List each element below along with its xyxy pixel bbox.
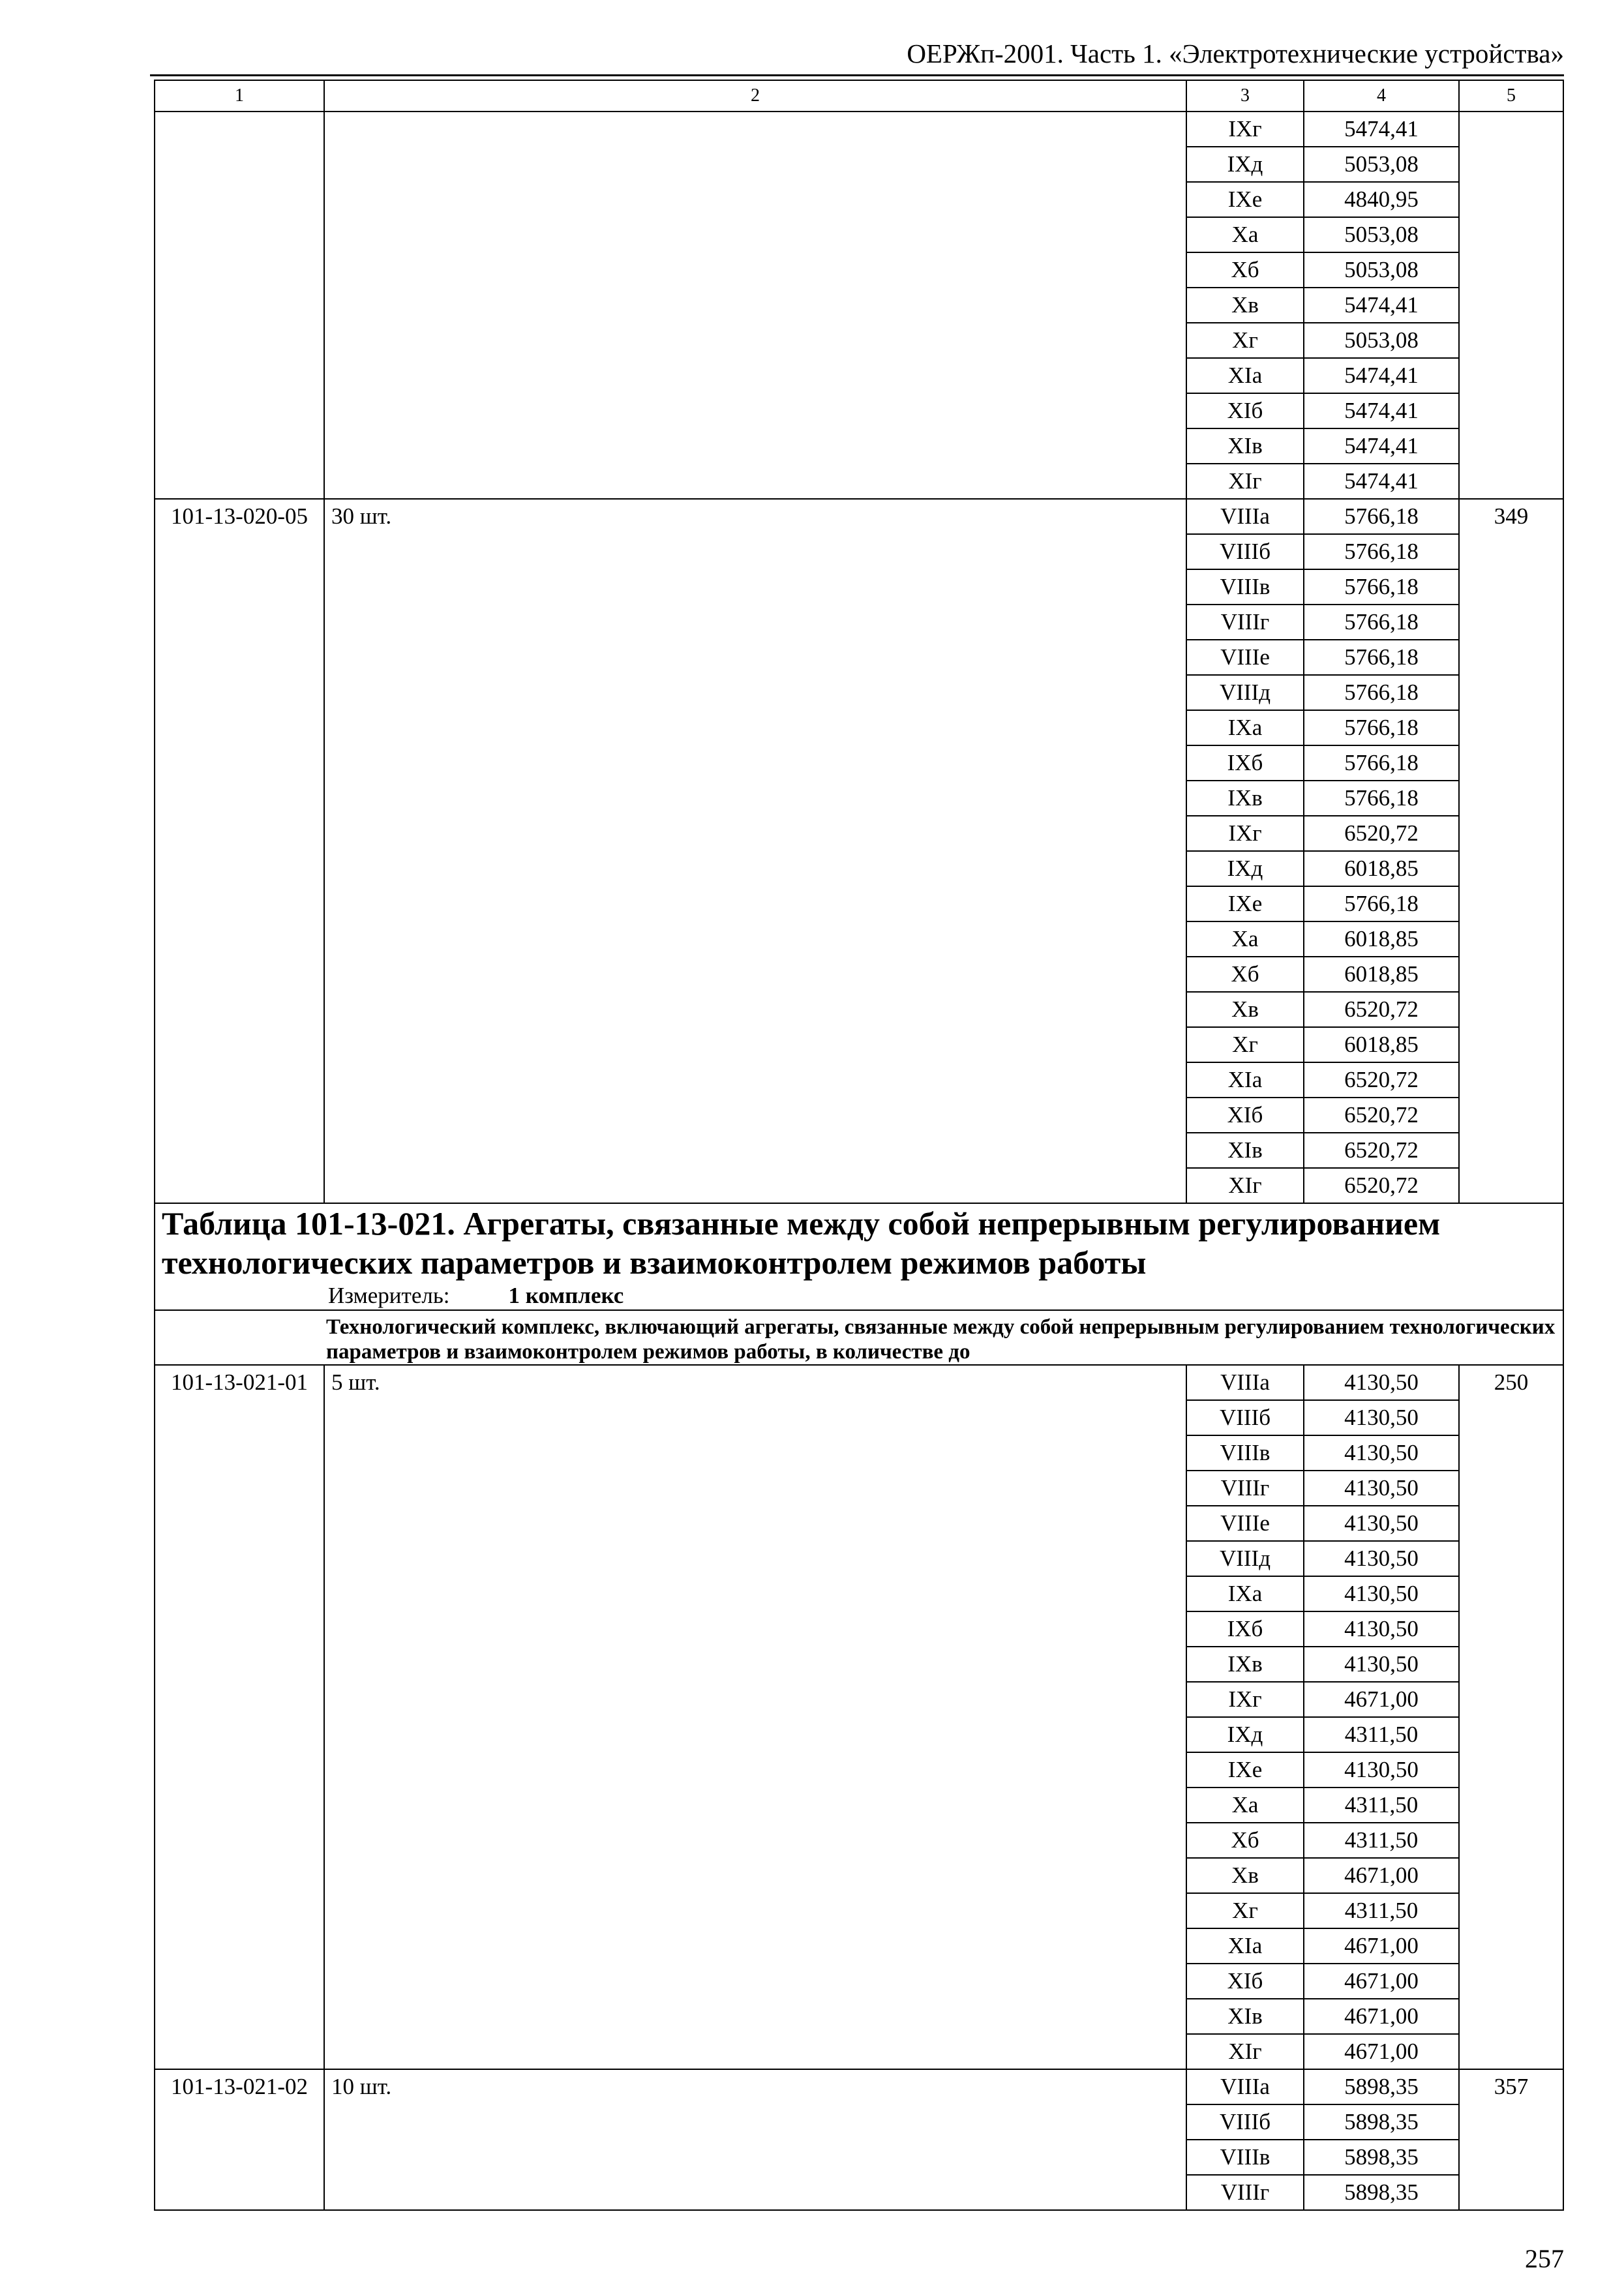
zone-cell: IXе bbox=[1186, 886, 1304, 921]
price-cell: 4130,50 bbox=[1304, 1365, 1459, 1400]
page-number: 257 bbox=[1525, 2244, 1564, 2273]
price-cell: 4130,50 bbox=[1304, 1541, 1459, 1576]
zone-cell: IXг bbox=[1186, 112, 1304, 147]
price-cell: 4671,00 bbox=[1304, 1858, 1459, 1893]
zone-cell: XIв bbox=[1186, 1999, 1304, 2034]
price-cell: 5766,18 bbox=[1304, 886, 1459, 921]
zone-cell: Xа bbox=[1186, 217, 1304, 252]
price-cell: 4311,50 bbox=[1304, 1893, 1459, 1928]
column5-value: 349 bbox=[1459, 499, 1563, 1203]
zone-cell: XIб bbox=[1186, 1098, 1304, 1133]
price-cell: 6520,72 bbox=[1304, 1098, 1459, 1133]
price-cell: 5474,41 bbox=[1304, 393, 1459, 428]
zone-cell: IXд bbox=[1186, 147, 1304, 182]
price-cell: 5474,41 bbox=[1304, 112, 1459, 147]
zone-cell: VIIIа bbox=[1186, 1365, 1304, 1400]
price-cell: 6520,72 bbox=[1304, 1062, 1459, 1098]
zone-cell: XIб bbox=[1186, 1964, 1304, 1999]
rates-table bbox=[154, 80, 1564, 2211]
zone-cell: XIв bbox=[1186, 428, 1304, 464]
zone-cell: VIIIа bbox=[1186, 499, 1304, 534]
zone-cell: IXб bbox=[1186, 745, 1304, 781]
price-cell: 6018,85 bbox=[1304, 1027, 1459, 1062]
price-cell: 5474,41 bbox=[1304, 464, 1459, 499]
price-cell: 4130,50 bbox=[1304, 1400, 1459, 1435]
zone-cell: Xв bbox=[1186, 1858, 1304, 1893]
price-cell: 5766,18 bbox=[1304, 710, 1459, 745]
zone-cell: XIб bbox=[1186, 393, 1304, 428]
zone-cell: VIIIв bbox=[1186, 1435, 1304, 1471]
zone-cell: Xа bbox=[1186, 921, 1304, 957]
zone-cell: XIг bbox=[1186, 2034, 1304, 2069]
column5-value: 250 bbox=[1459, 1365, 1563, 2069]
price-cell: 4130,50 bbox=[1304, 1611, 1459, 1647]
measure-value: 1 комплекс bbox=[508, 1283, 624, 1308]
rates-table-body bbox=[155, 80, 1563, 2210]
rate-code: 101-13-020-05 bbox=[155, 499, 324, 1203]
price-cell: 5898,35 bbox=[1304, 2175, 1459, 2210]
column5-value: 357 bbox=[1459, 2069, 1563, 2210]
price-cell: 5898,35 bbox=[1304, 2069, 1459, 2104]
column5-value bbox=[1459, 112, 1563, 499]
price-cell: 5766,18 bbox=[1304, 569, 1459, 605]
zone-cell: VIIIв bbox=[1186, 569, 1304, 605]
zone-cell: VIIIб bbox=[1186, 1400, 1304, 1435]
price-cell: 6018,85 bbox=[1304, 957, 1459, 992]
price-cell: 6018,85 bbox=[1304, 921, 1459, 957]
price-cell: 4311,50 bbox=[1304, 1788, 1459, 1823]
price-cell: 4130,50 bbox=[1304, 1647, 1459, 1682]
price-cell: 6520,72 bbox=[1304, 992, 1459, 1027]
zone-cell: IXг bbox=[1186, 1682, 1304, 1717]
price-cell: 5474,41 bbox=[1304, 428, 1459, 464]
zone-cell: VIIIб bbox=[1186, 534, 1304, 569]
price-cell: 5766,18 bbox=[1304, 745, 1459, 781]
table-row bbox=[155, 499, 1563, 534]
price-cell: 6520,72 bbox=[1304, 1133, 1459, 1168]
price-cell: 5898,35 bbox=[1304, 2104, 1459, 2140]
zone-cell: Xг bbox=[1186, 1893, 1304, 1928]
zone-cell: VIIIе bbox=[1186, 1506, 1304, 1541]
table-title: Таблица 101-13-021. Агрегаты, связанные между собой непрерывным регулированием технологических параметров и взаимоконтролем режимов работы bbox=[162, 1205, 1441, 1281]
table-row bbox=[155, 112, 1563, 147]
price-cell: 4840,95 bbox=[1304, 182, 1459, 217]
column-number: 3 bbox=[1186, 80, 1304, 112]
price-cell: 4311,50 bbox=[1304, 1823, 1459, 1858]
price-cell: 5053,08 bbox=[1304, 252, 1459, 288]
table-row bbox=[155, 2069, 1563, 2104]
price-cell: 5766,18 bbox=[1304, 675, 1459, 710]
price-cell: 4671,00 bbox=[1304, 2034, 1459, 2069]
price-cell: 5898,35 bbox=[1304, 2140, 1459, 2175]
zone-cell: Xг bbox=[1186, 323, 1304, 358]
measure-label: Измеритель: bbox=[328, 1283, 450, 1308]
zone-cell: XIв bbox=[1186, 1133, 1304, 1168]
price-cell: 5053,08 bbox=[1304, 323, 1459, 358]
rate-description bbox=[324, 112, 1186, 499]
zone-cell: IXд bbox=[1186, 851, 1304, 886]
price-cell: 4130,50 bbox=[1304, 1576, 1459, 1611]
column-number-row bbox=[155, 80, 1563, 112]
price-cell: 5766,18 bbox=[1304, 640, 1459, 675]
price-cell: 5766,18 bbox=[1304, 605, 1459, 640]
header-rule bbox=[150, 74, 1564, 76]
price-cell: 5474,41 bbox=[1304, 288, 1459, 323]
zone-cell: IXе bbox=[1186, 182, 1304, 217]
section-intro-cell: Технологический комплекс, включающий агрегаты, связанные между собой непрерывным регулированием технологических параметров и взаимоконтролем режимов работы, в количестве до bbox=[155, 1310, 1563, 1365]
zone-cell: IXв bbox=[1186, 781, 1304, 816]
zone-cell: Xб bbox=[1186, 1823, 1304, 1858]
zone-cell: VIIIб bbox=[1186, 2104, 1304, 2140]
section-intro-row bbox=[155, 1310, 1563, 1365]
rate-code bbox=[155, 112, 324, 499]
zone-cell: Xв bbox=[1186, 288, 1304, 323]
rate-description: 5 шт. bbox=[324, 1365, 1186, 2069]
column-number: 5 bbox=[1459, 80, 1563, 112]
rate-description: 30 шт. bbox=[324, 499, 1186, 1203]
price-cell: 4130,50 bbox=[1304, 1471, 1459, 1506]
price-cell: 4130,50 bbox=[1304, 1506, 1459, 1541]
zone-cell: VIIIг bbox=[1186, 605, 1304, 640]
price-cell: 6520,72 bbox=[1304, 816, 1459, 851]
zone-cell: Xб bbox=[1186, 252, 1304, 288]
zone-cell: VIIIг bbox=[1186, 2175, 1304, 2210]
zone-cell: Xб bbox=[1186, 957, 1304, 992]
zone-cell: VIIIд bbox=[1186, 675, 1304, 710]
price-cell: 5766,18 bbox=[1304, 499, 1459, 534]
running-header: ОЕРЖп-2001. Часть 1. «Электротехнические устройства» bbox=[907, 38, 1564, 68]
zone-cell: XIа bbox=[1186, 358, 1304, 393]
zone-cell: Xа bbox=[1186, 1788, 1304, 1823]
rate-code: 101-13-021-01 bbox=[155, 1365, 324, 2069]
column-number: 4 bbox=[1304, 80, 1459, 112]
column-number: 1 bbox=[155, 80, 324, 112]
section-title-row bbox=[155, 1203, 1563, 1310]
price-cell: 5766,18 bbox=[1304, 781, 1459, 816]
price-cell: 5766,18 bbox=[1304, 534, 1459, 569]
price-cell: 5474,41 bbox=[1304, 358, 1459, 393]
zone-cell: IXг bbox=[1186, 816, 1304, 851]
price-cell: 6520,72 bbox=[1304, 1168, 1459, 1203]
zone-cell: VIIIг bbox=[1186, 1471, 1304, 1506]
price-cell: 4671,00 bbox=[1304, 1999, 1459, 2034]
price-cell: 4130,50 bbox=[1304, 1752, 1459, 1788]
rate-code: 101-13-021-02 bbox=[155, 2069, 324, 2210]
price-cell: 4130,50 bbox=[1304, 1435, 1459, 1471]
price-cell: 6018,85 bbox=[1304, 851, 1459, 886]
price-cell: 5053,08 bbox=[1304, 217, 1459, 252]
zone-cell: VIIIд bbox=[1186, 1541, 1304, 1576]
zone-cell: IXа bbox=[1186, 1576, 1304, 1611]
zone-cell: VIIIа bbox=[1186, 2069, 1304, 2104]
zone-cell: VIIIв bbox=[1186, 2140, 1304, 2175]
table-row bbox=[155, 1365, 1563, 1400]
zone-cell: IXе bbox=[1186, 1752, 1304, 1788]
zone-cell: VIIIе bbox=[1186, 640, 1304, 675]
rate-description: 10 шт. bbox=[324, 2069, 1186, 2210]
zone-cell: Xв bbox=[1186, 992, 1304, 1027]
zone-cell: IXв bbox=[1186, 1647, 1304, 1682]
zone-cell: XIа bbox=[1186, 1928, 1304, 1964]
price-cell: 4671,00 bbox=[1304, 1682, 1459, 1717]
price-cell: 5053,08 bbox=[1304, 147, 1459, 182]
zone-cell: XIг bbox=[1186, 464, 1304, 499]
zone-cell: IXд bbox=[1186, 1717, 1304, 1752]
section-title-cell bbox=[155, 1203, 1563, 1310]
price-cell: 4671,00 bbox=[1304, 1928, 1459, 1964]
price-cell: 4671,00 bbox=[1304, 1964, 1459, 1999]
zone-cell: XIа bbox=[1186, 1062, 1304, 1098]
measure-line bbox=[162, 1282, 1563, 1309]
zone-cell: IXа bbox=[1186, 710, 1304, 745]
column-number: 2 bbox=[324, 80, 1186, 112]
price-cell: 4311,50 bbox=[1304, 1717, 1459, 1752]
zone-cell: IXб bbox=[1186, 1611, 1304, 1647]
zone-cell: Xг bbox=[1186, 1027, 1304, 1062]
zone-cell: XIг bbox=[1186, 1168, 1304, 1203]
